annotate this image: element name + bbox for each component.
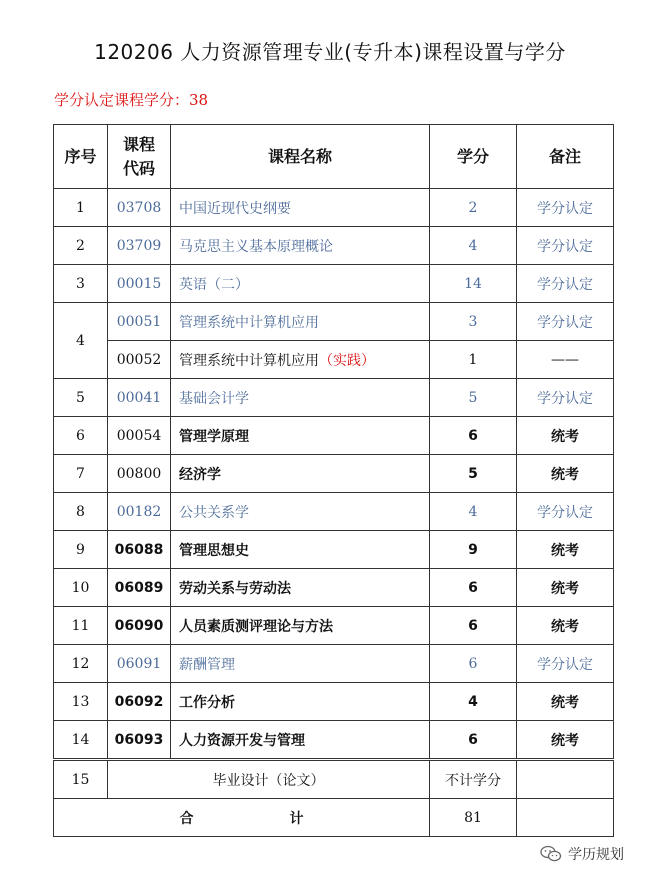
row-code: 00051 <box>108 303 171 341</box>
row-name: 中国近现代史纲要 <box>171 189 430 227</box>
practice-note: （实践） <box>319 352 375 369</box>
row-name: 人员素质测评理论与方法 <box>171 607 430 645</box>
table-row <box>54 607 614 645</box>
table-row <box>54 531 614 569</box>
row-name: 基础会计学 <box>171 379 430 417</box>
row-credit: 5 <box>430 455 517 493</box>
row-name: 管理学原理 <box>171 417 430 455</box>
row-remark: 学分认定 <box>517 189 614 227</box>
recognized-credits-note: 学分认定课程学分：38 <box>54 91 209 109</box>
row-credit: 9 <box>430 531 517 569</box>
row-credit: 4 <box>430 227 517 265</box>
row-seq: 12 <box>54 645 108 683</box>
row-seq: 15 <box>54 760 108 799</box>
row-credit: 6 <box>430 607 517 645</box>
row-code: 06089 <box>108 569 171 607</box>
header-code-text: 课程代码 <box>122 134 155 178</box>
row-seq: 8 <box>54 493 108 531</box>
row-credit: 14 <box>430 265 517 303</box>
wechat-icon <box>540 845 562 863</box>
row-code: 03708 <box>108 189 171 227</box>
row-code: 00052 <box>108 341 171 379</box>
header-row <box>54 125 614 189</box>
row-name: 劳动关系与劳动法 <box>171 569 430 607</box>
table-row <box>54 379 614 417</box>
thesis-name: 毕业设计（论文） <box>108 760 430 799</box>
row-remark: 统考 <box>517 607 614 645</box>
total-label-b: 计 <box>289 810 304 827</box>
watermark <box>540 844 624 864</box>
row-remark: 统考 <box>517 683 614 721</box>
table-row <box>54 683 614 721</box>
row-name: 人力资源开发与管理 <box>171 721 430 760</box>
header-code <box>108 125 171 189</box>
row-name: 薪酬管理 <box>171 645 430 683</box>
row-code: 00054 <box>108 417 171 455</box>
row-credit: 6 <box>430 569 517 607</box>
row-remark: 学分认定 <box>517 493 614 531</box>
row-seq: 4 <box>54 303 108 379</box>
row-remark: 统考 <box>517 721 614 760</box>
row-seq: 3 <box>54 265 108 303</box>
row-credit: 2 <box>430 189 517 227</box>
row-seq: 13 <box>54 683 108 721</box>
row-seq: 6 <box>54 417 108 455</box>
row-seq: 1 <box>54 189 108 227</box>
row-remark: 学分认定 <box>517 379 614 417</box>
row-remark: —— <box>517 341 614 379</box>
row-code: 00041 <box>108 379 171 417</box>
total-row <box>54 799 614 837</box>
header-credit: 学分 <box>430 125 517 189</box>
row-credit: 6 <box>430 417 517 455</box>
row-name: 公共关系学 <box>171 493 430 531</box>
total-remark <box>517 799 614 837</box>
row-credit: 3 <box>430 303 517 341</box>
row-name: 马克思主义基本原理概论 <box>171 227 430 265</box>
total-credit: 81 <box>430 799 517 837</box>
row-remark: 统考 <box>517 417 614 455</box>
row-seq: 10 <box>54 569 108 607</box>
row-seq: 2 <box>54 227 108 265</box>
row-seq: 9 <box>54 531 108 569</box>
row-code: 06092 <box>108 683 171 721</box>
table-row <box>54 417 614 455</box>
row-name: 经济学 <box>171 455 430 493</box>
row-remark: 学分认定 <box>517 265 614 303</box>
row-seq: 5 <box>54 379 108 417</box>
row-remark: 学分认定 <box>517 303 614 341</box>
row-name <box>171 341 430 379</box>
total-label-a: 合 <box>179 810 194 827</box>
row-credit: 5 <box>430 379 517 417</box>
table-row <box>54 227 614 265</box>
row-remark: 学分认定 <box>517 227 614 265</box>
row-seq: 14 <box>54 721 108 760</box>
row-seq: 11 <box>54 607 108 645</box>
page-title: 120206 人力资源管理专业(专升本)课程设置与学分 <box>94 40 566 64</box>
row-remark: 统考 <box>517 569 614 607</box>
table-row <box>54 493 614 531</box>
row-name: 工作分析 <box>171 683 430 721</box>
header-seq: 序号 <box>54 125 108 189</box>
row-code: 06093 <box>108 721 171 760</box>
course-table <box>53 124 614 837</box>
row-name: 管理思想史 <box>171 531 430 569</box>
row-name: 英语（二） <box>171 265 430 303</box>
row-code: 00015 <box>108 265 171 303</box>
row-name: 管理系统中计算机应用 <box>171 303 430 341</box>
table-row <box>54 265 614 303</box>
table-row <box>54 645 614 683</box>
row-remark: 统考 <box>517 531 614 569</box>
table-row <box>54 569 614 607</box>
header-name: 课程名称 <box>171 125 430 189</box>
thesis-row <box>54 760 614 799</box>
row-code: 06090 <box>108 607 171 645</box>
row-seq: 7 <box>54 455 108 493</box>
thesis-credit: 不计学分 <box>430 760 517 799</box>
row-credit: 6 <box>430 645 517 683</box>
table-row <box>54 189 614 227</box>
row-code: 06088 <box>108 531 171 569</box>
row-name-text: 管理系统中计算机应用 <box>179 352 319 369</box>
total-label <box>54 799 430 837</box>
row-code: 03709 <box>108 227 171 265</box>
row-code: 00182 <box>108 493 171 531</box>
row-code: 06091 <box>108 645 171 683</box>
row-credit: 4 <box>430 493 517 531</box>
table-row <box>54 455 614 493</box>
row-remark: 统考 <box>517 455 614 493</box>
table-row <box>54 341 614 379</box>
watermark-text: 学历规划 <box>568 847 624 863</box>
row-credit: 6 <box>430 721 517 760</box>
thesis-remark <box>517 760 614 799</box>
row-remark: 学分认定 <box>517 645 614 683</box>
header-remark: 备注 <box>517 125 614 189</box>
row-credit: 4 <box>430 683 517 721</box>
table-row <box>54 303 614 341</box>
table-row <box>54 721 614 760</box>
row-code: 00800 <box>108 455 171 493</box>
row-credit: 1 <box>430 341 517 379</box>
